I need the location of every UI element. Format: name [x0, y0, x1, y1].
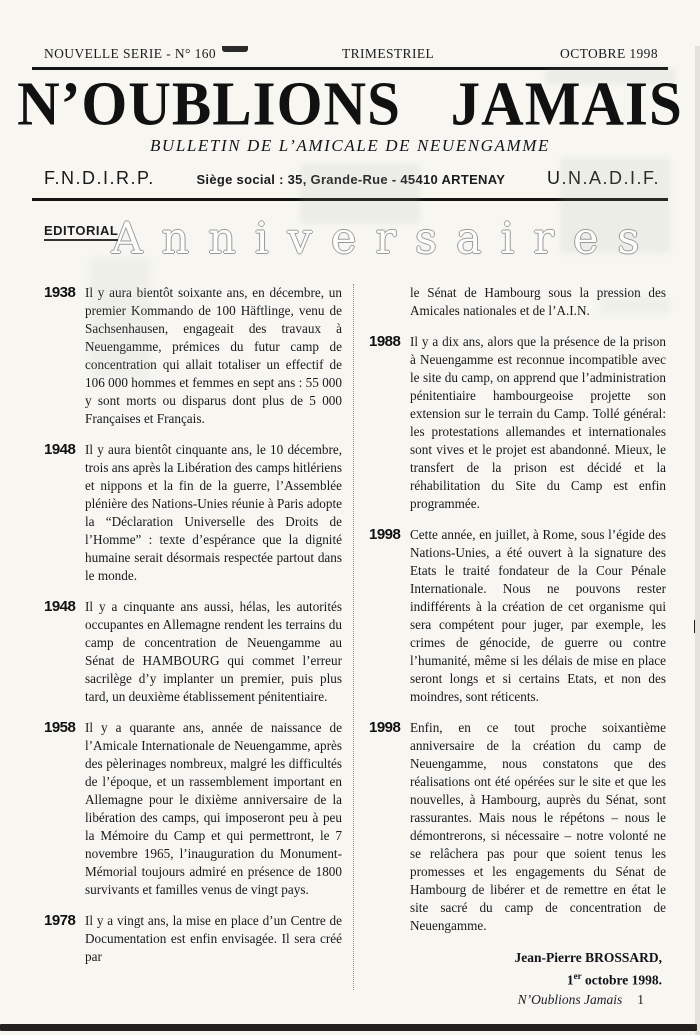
org-fndirp: F.N.D.I.R.P. — [44, 168, 155, 188]
masthead-info-row — [44, 46, 658, 62]
entry-text: Cette année, en juillet, à Rome, sous l’égide des Nations-Unies, a été ouvert à la signature des Etats le traité fondateur de la Cour Pénale Internationale. Nous ne pouvons rester indifférents à la création de cet organisme qui sera compétent pour juger, par exemple, les crimes de génocide, de guerre ou contre l’humanité, même si les délais de mise en place seront longs et si certains Etats, et non des moindres, sont réticents. — [410, 527, 666, 704]
entry-1958 — [44, 719, 342, 899]
entry-text: Il y a vingt ans, la mise en place d’un Centre de Documentation est enfin envisagée. Il sera créé par — [85, 913, 342, 964]
entry-year — [369, 284, 410, 320]
entry-year: 1948 — [44, 598, 76, 615]
head-office-address: Siège social : 35, Grande-Rue - 45410 ARTENAY — [196, 172, 506, 187]
column-left — [44, 284, 353, 990]
entry-year: 1998 — [369, 719, 401, 736]
entry-1948-a — [44, 441, 342, 585]
entry-1998-b — [369, 719, 666, 935]
signature-date: 1er octobre 1998. — [566, 971, 662, 988]
column-right — [353, 284, 666, 990]
editorial-rubric: EDITORIAL — [44, 223, 118, 241]
scan-bottom-edge — [0, 1024, 697, 1031]
entry-text: Enfin, en ce tout proche soixantième anniversaire de la création du camp de Neuengamme, nous constatons que des réalisations ont été opérées sur le site et que les nouvelles, à Hambourg, auprès du Sénat, sont rassurantes. Mais nous le répétons – nous le démontrerons, si nécessaire – notre volonté ne se relâchera pas pour que soient tenus les promesses et les engagements du Sénat de Hambourg de libérer et de remettre en état le site sacré du camp de concentration de Neuengamme. — [410, 720, 666, 933]
paper-subtitle: BULLETIN DE L’AMICALE DE NEUENGAMME — [149, 136, 551, 155]
entry-year: 1958 — [44, 719, 76, 736]
signature-block — [369, 948, 666, 990]
paper-title: N’OUBLIONS JAMAIS — [17, 68, 683, 139]
entry-1938 — [44, 284, 342, 428]
entry-text: Il y aura bientôt soixante ans, en décembre, un premier Kommando de 100 Häftlinge, venu de Sachsenhausen, engageait des travaux à Neuengamme, prémices du futur camp de concentration qui allait totaliser un effectif de 106 000 hommes et femmes en sept ans : 55 000 y sont morts ou disparus dont plus de 5 000 Françaises et Français. — [85, 285, 342, 426]
entry-text: Il y aura bientôt cinquante ans, le 10 décembre, trois ans après la Libération des camps hitlériens et nippons et la fin de la guerre, l’Assemblée plénière des Nations-Unies réunie à Paris adopte la “Déclaration Universelle des Droits de l’Homme” : texte d’espérance que la dignité humaine serait désormais respectée partout dans le monde. — [85, 442, 342, 583]
org-unadif: U.N.A.D.I.F. — [546, 168, 660, 188]
entry-year: 1948 — [44, 441, 76, 458]
entry-year: 1998 — [369, 526, 401, 543]
page-footer — [518, 992, 644, 1008]
scan-smudge-top — [222, 46, 248, 52]
footer-journal-name: N’Oublions Jamais — [517, 992, 623, 1007]
entry-text: Il y a cinquante ans aussi, hélas, les autorités occupantes en Allemagne rendent les terrains du camp de concentration de Neuengamme au Sénat de HAMBOURG qui commet l’erreur sacrilège d’y implanter un premier, puis plus tard, un deuxième établissement pénitentiaire. — [85, 599, 342, 704]
entry-1998-a — [369, 526, 666, 706]
article-body — [44, 284, 666, 990]
frequency-label: TRIMESTRIEL — [341, 46, 435, 61]
entry-1948-b — [44, 598, 342, 706]
series-number: NOUVELLE SERIE - N° 160 — [44, 46, 217, 61]
entry-year: 1978 — [44, 912, 76, 929]
footer-page-number: 1 — [637, 992, 644, 1007]
scan-bleed-artifact — [600, 296, 670, 314]
entry-text: Il y a dix ans, alors que la présence de la prison à Neuengamme est reconnue incompatible avec le site du camp, on apprend que l’administration pénitentiaire hambourgeoise projette son extension sur le terrain du Camp. Tollé général: les protestations allemandes et internationales sont vives et le projet est abandonné. Mieux, le transfert de la prison est décidé et la réhabilitation du Site du Camp est enfin programmée. — [410, 334, 666, 511]
editorial-heading-row — [0, 214, 700, 278]
entry-1978 — [44, 912, 342, 966]
entry-year: 1988 — [369, 333, 401, 350]
issue-date: OCTOBRE 1998 — [560, 46, 658, 61]
entry-text: le Sénat de Hambourg sous la pression des Amicales nationales et de l’A.I.N. — [410, 285, 666, 318]
editorial-headline: Anniversaires — [111, 214, 659, 264]
entry-1988 — [369, 333, 666, 513]
page-edge-shadow — [695, 46, 700, 1035]
entry-text: Il y a quarante ans, année de naissance de l’Amicale Internationale de Neuengamme, après des pèlerinages nombreux, malgré les difficultés de l’époque, et un rassemblement important en Allemagne pour le dixième anniversaire de la libération des camps, qui imposeront peu à peu la Mémoire du Camp et qui permettront, le 7 novembre 1965, l’inauguration du Monument-Mémorial toujours admiré en présence de 1800 survivants et familles venus de vingt pays. — [85, 720, 342, 897]
signature-name: Jean-Pierre BROSSARD, — [514, 950, 662, 965]
entry-year: 1938 — [44, 284, 76, 301]
